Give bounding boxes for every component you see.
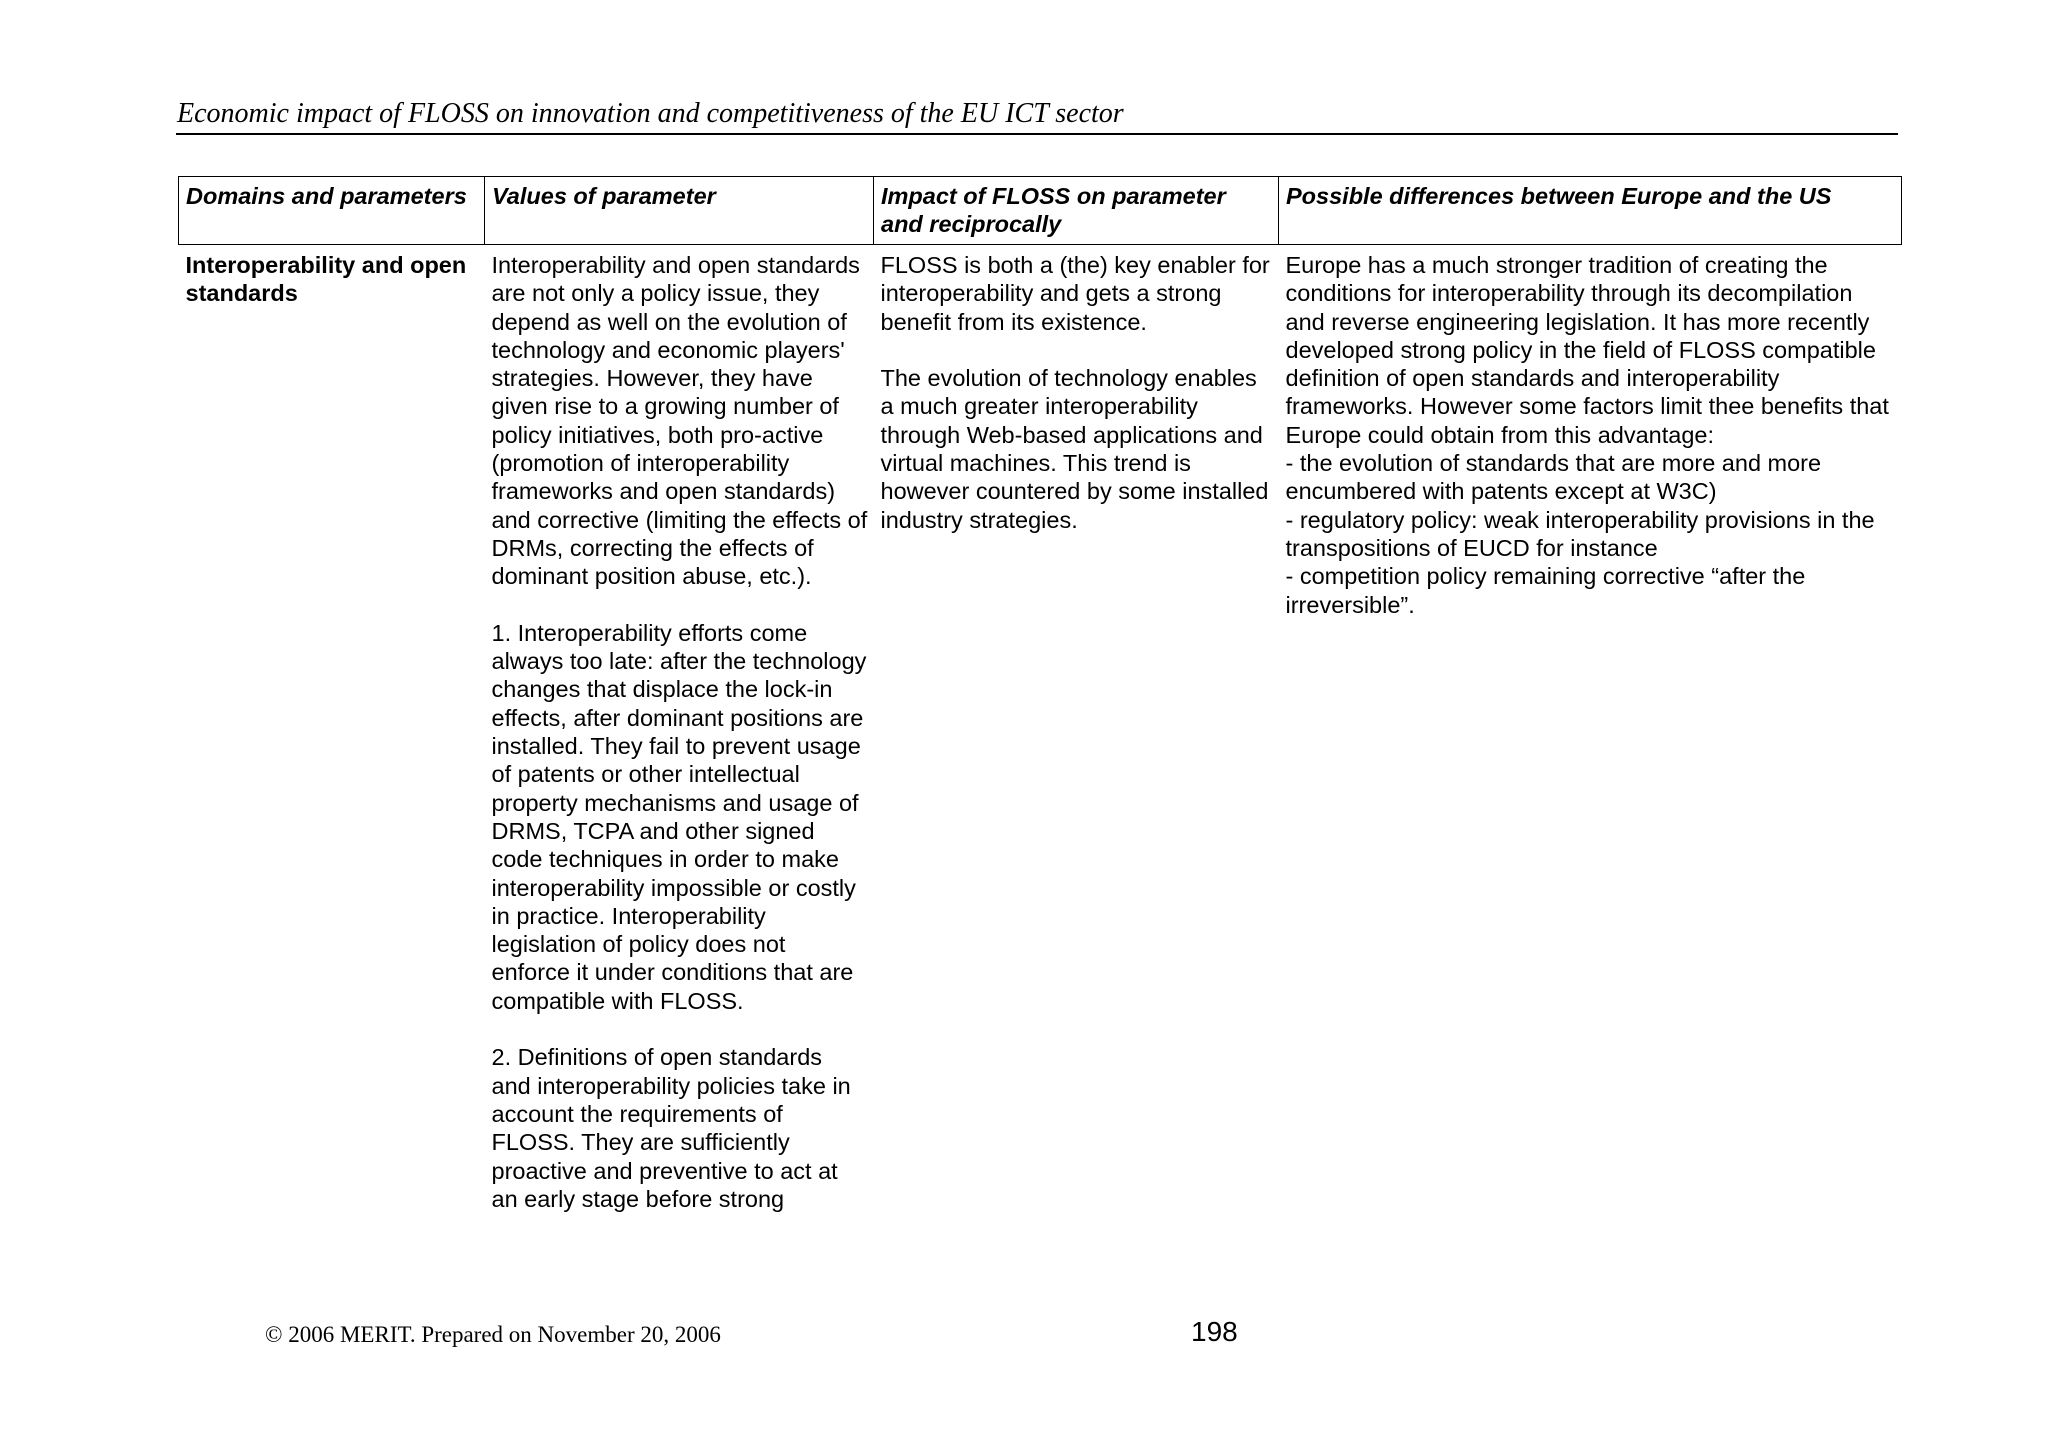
values-paragraph: 1. Interoperability efforts come always too late: after the technology changes that displace the lock-in effects, after dominant positions are installed. They fail to prevent usage of patents or other intellectual property mechanisms and usage of DRMS, TCPA and other signed code techniques in order to make interoperability impossible or costly in practice. Interoperability legislation of policy does not enforce it under conditions that are compatible with FLOSS. — [491, 619, 867, 1014]
differences-intro: Europe has a much stronger tradition of creating the conditions for interoperability through its decompilation and reverse engineering legislation. It has more recently developed strong policy in the field of FLOSS compatible definition of open standards and interoperability frameworks. However some factors limit thee benefits that Europe could obtain from this advantage: — [1285, 252, 1889, 448]
impact-cell — [874, 245, 1279, 1219]
page-number: 198 — [1191, 1316, 1238, 1347]
column-header-values: Values of parameter — [485, 177, 874, 245]
page-header — [176, 97, 1898, 135]
impact-paragraph: The evolution of technology enables a much greater interoperability through Web-based applications and virtual machines. This trend is however countered by some installed industry strategies. — [880, 365, 1269, 533]
table-header-row — [179, 177, 1902, 245]
footer-copyright: © 2006 MERIT. Prepared on November 20, 2006 — [265, 1322, 721, 1347]
values-cell — [485, 245, 874, 1219]
values-paragraph: Interoperability and open standards are not only a policy issue, they depend as well on the evolution of technology and economic players' strategies. However, they have given rise to a growing number of policy initiatives, both pro-active (promotion of interoperability frameworks and open standards) and corrective (limiting the effects of DRMs, correcting the effects of dominant position abuse, etc.). — [491, 252, 868, 590]
differences-point: - the evolution of standards that are more and more encumbered with patents except at W3C) — [1285, 450, 1822, 505]
differences-cell — [1279, 245, 1902, 1219]
domain-label: Interoperability and open standards — [185, 252, 467, 307]
column-header-domains: Domains and parameters — [179, 177, 485, 245]
document-title: Economic impact of FLOSS on innovation and competitiveness of the EU ICT sector — [177, 98, 1124, 129]
column-header-impact: Impact of FLOSS on parameter and reciprocally — [874, 177, 1279, 245]
values-paragraph: 2. Definitions of open standards and interoperability policies take in account the requirements of FLOSS. They are sufficiently proactive and preventive to act at an early stage before strong — [491, 1044, 851, 1212]
impact-paragraph: FLOSS is both a (the) key enabler for interoperability and gets a strong benefit from its existence. — [880, 252, 1270, 335]
table-row — [179, 245, 1902, 1219]
differences-point: - regulatory policy: weak interoperability provisions in the transpositions of EUCD for instance — [1285, 506, 1875, 561]
domain-cell — [179, 245, 485, 1219]
column-header-differences: Possible differences between Europe and the US — [1279, 177, 1902, 245]
differences-point: - competition policy remaining corrective “after the irreversible”. — [1285, 563, 1806, 618]
parameters-table — [178, 176, 1902, 1218]
